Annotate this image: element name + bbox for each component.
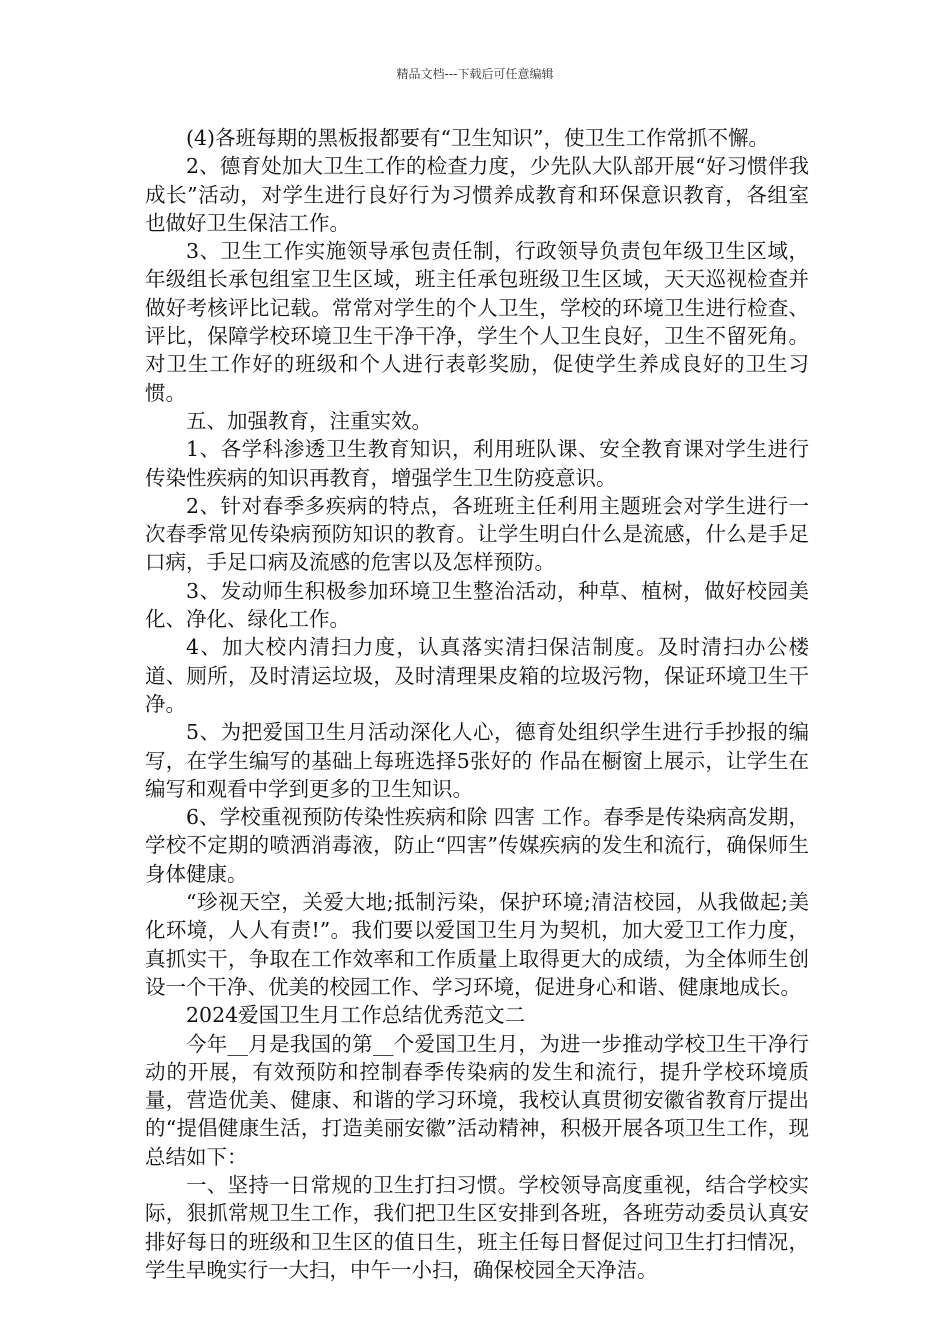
paragraph: 今年__月是我国的第__个爱国卫生月，为进一步推动学校卫生干净行动的开展，有效预防和控制春季传染病的发生和流行，提升学校环境质量，营造优美、健康、和谐的学习环境，我校认真贯彻安徽省教育厅提出的“提倡健康生活，打造美丽安徽”活动精神，积极开展各项卫生工作，现总结如下： — [145, 1031, 809, 1169]
paragraph: 3、发动师生积极参加环境卫生整治活动，种草、植树，做好校园美化、净化、绿化工作。 — [145, 578, 809, 632]
page-header: 精品文档---下载后可任意编辑 — [396, 67, 554, 81]
paragraph: 3、卫生工作实施领导承包责任制，行政领导负责包年级卫生区域，年级组长承包组室卫生区域，班主任承包班级卫生区域，天天巡视检查并做好考核评比记载。常常对学生的个人卫生，学校的环境卫生进行检查、评比，保障学校环境卫生干净干净，学生个人卫生良好，卫生不留死角。对卫生工作好的班级和个人进行表彰奖励，促使学生养成良好的卫生习惯。 — [145, 239, 809, 405]
document-body — [145, 124, 809, 1284]
section-heading: 五、加强教育，注重实效。 — [186, 408, 432, 433]
paragraph: (4)各班每期的黑板报都要有“卫生知识”，使卫生工作常抓不懈。 — [186, 126, 769, 150]
paragraph: 6、学校重视预防传染性疾病和除 四害 工作。春季是传染病高发期，学校不定期的喷洒消毒液，防止“四害”传媒疾病的发生和流行，确保师生身体健康。 — [145, 805, 809, 886]
paragraph: 2、针对春季多疾病的特点，各班班主任利用主题班会对学生进行一次春季常见传染病预防知识的教育。让学生明白什么是流感，什么是手足口病，手足口病及流感的危害以及怎样预防。 — [145, 493, 809, 575]
paragraph: 5、为把爱国卫生月活动深化人心，德育处组织学生进行手抄报的编写，在学生编写的基础上每班选择5张好的 作品在橱窗上展示，让学生在编写和观看中学到更多的卫生知识。 — [145, 720, 809, 801]
paragraph: 一、坚持一日常规的卫生打扫习惯。学校领导高度重视，结合学校实际，狠抓常规卫生工作，我们把卫生区安排到各班，各班劳动委员认真安排好每日的班级和卫生区的值日生，班主任每日督促过问卫生打扫情况，学生早晚实行一大扫，中午一小扫，确保校园全天净洁。 — [145, 1172, 809, 1282]
paragraph: “珍视天空，关爱大地;抵制污染，保护环境;清洁校园，从我做起;美化环境，人人有责!”。我们要以爱国卫生月为契机，加大爱卫工作力度，真抓实干，争取在工作效率和工作质量上取得更大的成绩，为全体师生创设一个干净、优美的校园工作、学习环境，促进身心和谐、健康地成长。 — [145, 890, 809, 999]
paragraph: 1、各学科渗透卫生教育知识，利用班队课、安全教育课对学生进行传染性疾病的知识再教育，增强学生卫生防疫意识。 — [145, 437, 809, 490]
paragraph: 4、加大校内清扫力度，认真落实清扫保洁制度。及时清扫办公楼道、厕所，及时清运垃圾，及时清理果皮箱的垃圾污物，保证环境卫生干净。 — [145, 635, 809, 716]
document-title: 2024爱国卫生月工作总结优秀范文二 — [186, 1003, 526, 1028]
paragraph: 2、德育处加大卫生工作的检查力度，少先队大队部开展“好习惯伴我成长”活动，对学生进行良好行为习惯养成教育和环保意识教育，各组室也做好卫生保洁工作。 — [145, 154, 809, 235]
